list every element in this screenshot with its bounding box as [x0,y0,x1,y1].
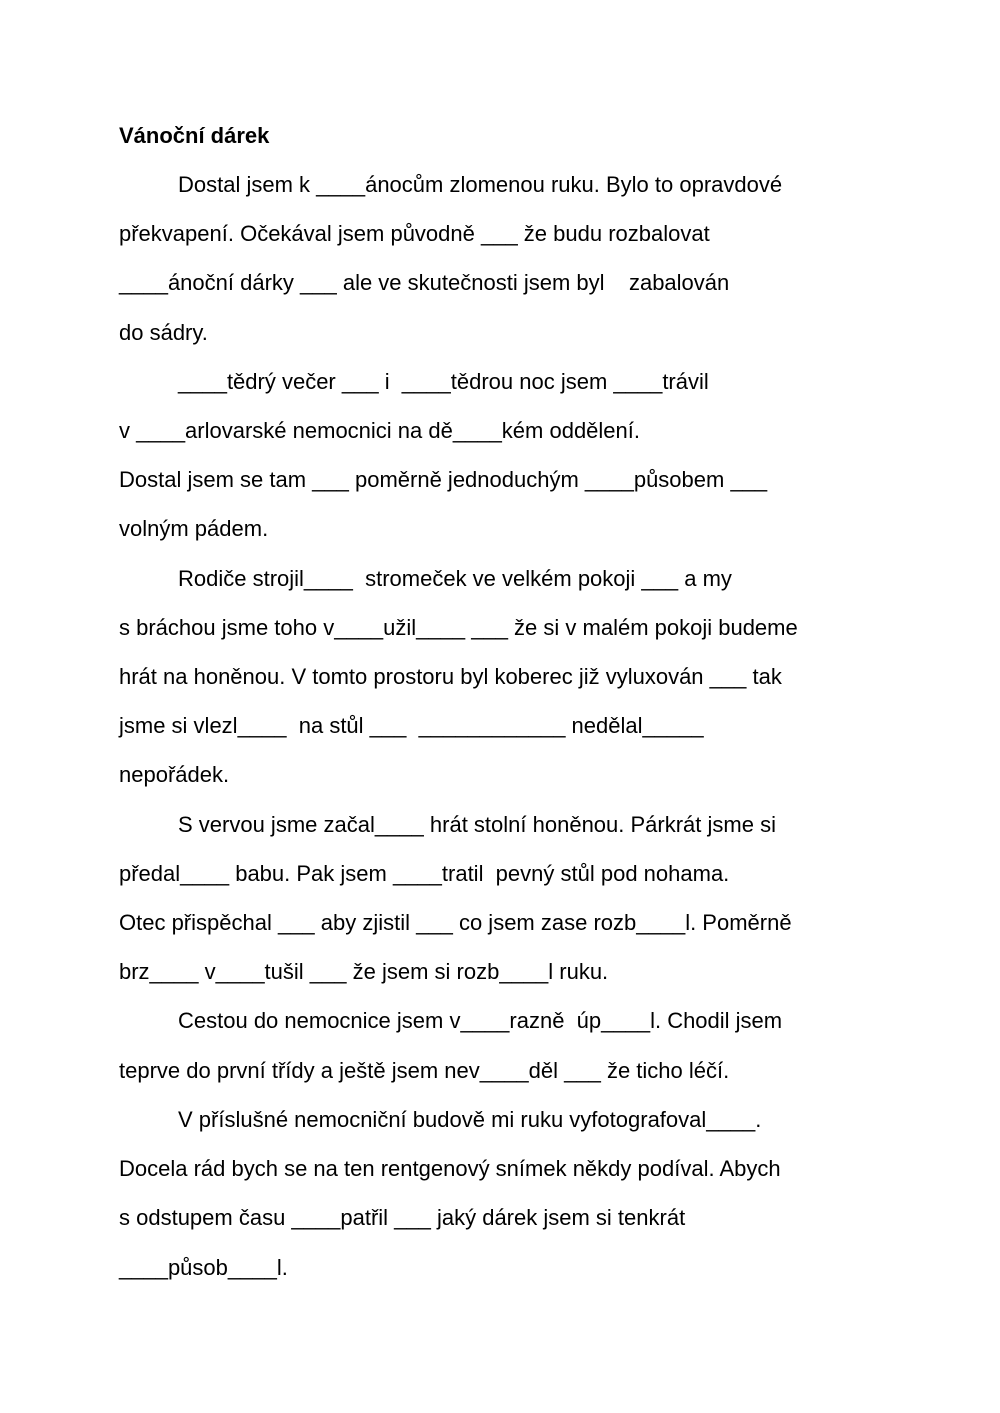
text-line-10: s bráchou jsme toho v____užil____ ___ že si v malém pokoji budeme [119,615,798,640]
text-line-21: Docela rád bych se na ten rentgenový snímek někdy podíval. Abych [119,1156,781,1181]
text-line-11: hrát na honěnou. V tomto prostoru byl koberec již vyluxován ___ tak [119,664,782,689]
text-line-16: Otec přispěchal ___ aby zjistil ___ co jsem zase rozb____l. Poměrně [119,910,792,935]
text-line-15: předal____ babu. Pak jsem ____tratil pevný stůl pod nohama. [119,861,730,886]
text-line-12: jsme si vlezl____ na stůl ___ ____________ nedělal_____ [119,713,704,738]
text-line-14: S vervou jsme začal____ hrát stolní honěnou. Párkrát jsme si [178,812,776,837]
text-line-8: volným pádem. [119,516,269,541]
text-line-17: brz____ v____tušil ___ že jsem si rozb____l ruku. [119,959,609,984]
text-line-7: Dostal jsem se tam ___ poměrně jednoduchým ____působem ___ [119,467,768,492]
text-line-23: ____působ____l. [119,1255,288,1280]
text-line-9: Rodiče strojil____ stromeček ve velkém pokoji ___ a my [178,566,732,591]
text-line-18: Cestou do nemocnice jsem v____razně úp____l. Chodil jsem [178,1008,783,1033]
text-line-19: teprve do první třídy a ještě jsem nev____děl ___ že ticho léčí. [119,1058,730,1083]
text-line-13: nepořádek. [119,762,230,787]
text-line-1: Dostal jsem k ____ánocům zlomenou ruku. Bylo to opravdové [178,172,783,197]
text-line-5: ____tědrý večer ___ i ____tědrou noc jsem ____trávil [178,369,709,394]
text-line-6: v ____arlovarské nemocnici na dě____kém oddělení. [119,418,640,443]
text-line-2: překvapení. Očekával jsem původně ___ že budu rozbalovat [119,221,710,246]
text-line-20: V příslušné nemocniční budově mi ruku vyfotografoval____. [178,1107,762,1132]
text-line-3: ____ánoční dárky ___ ale ve skutečnosti jsem byl zabalován [119,270,730,295]
text-line-22: s odstupem času ____patřil ___ jaký dárek jsem si tenkrát [119,1205,686,1230]
worksheet-title: Vánoční dárek [119,123,270,148]
text-line-4: do sádry. [119,320,208,345]
